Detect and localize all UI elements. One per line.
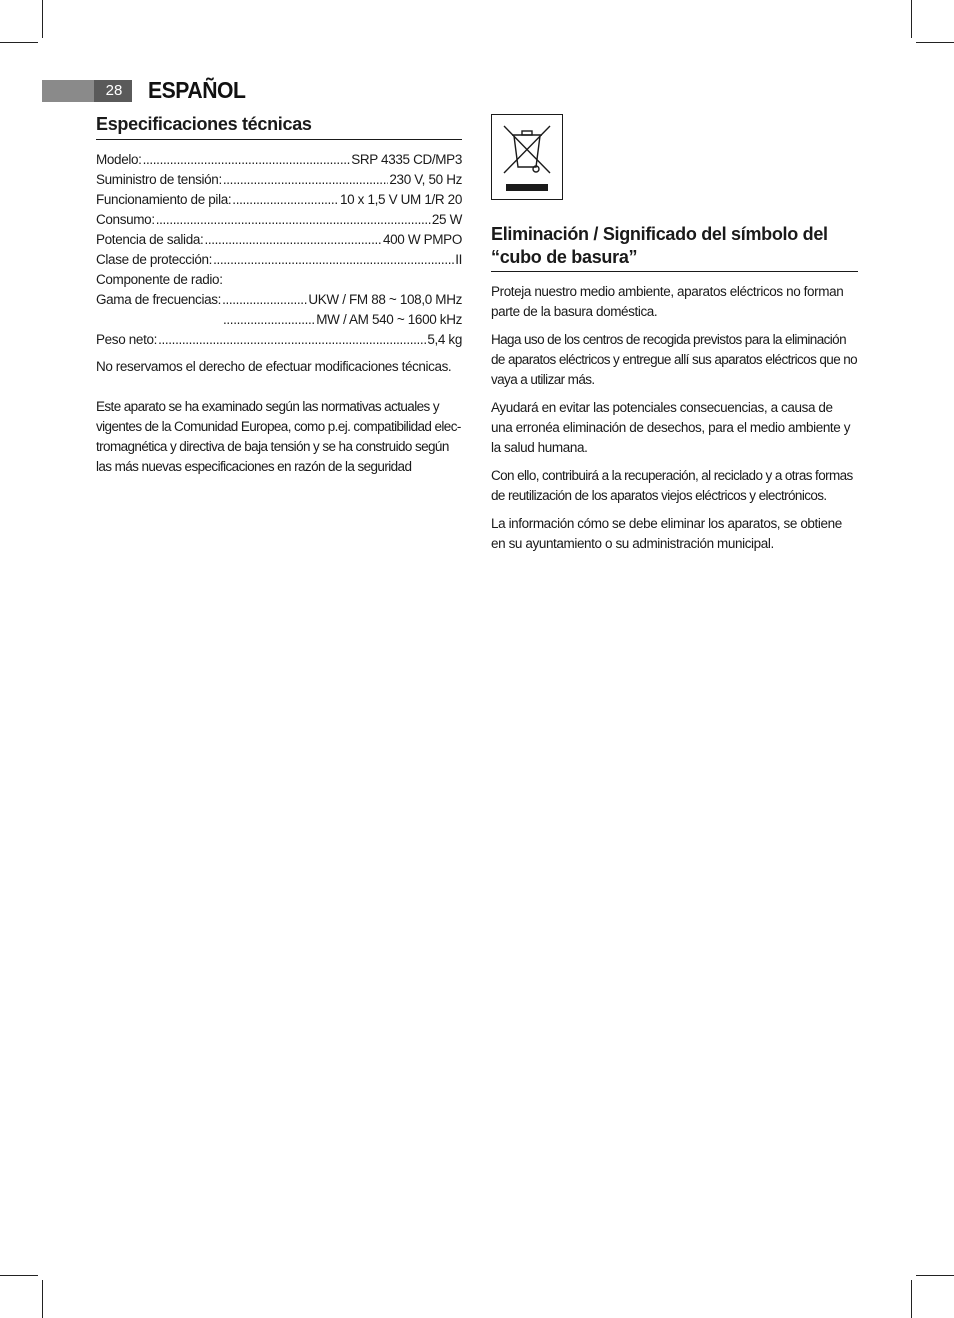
crop-mark bbox=[42, 0, 43, 38]
crop-mark bbox=[0, 1275, 38, 1276]
spec-label: Modelo: bbox=[96, 152, 142, 167]
crop-mark bbox=[911, 1280, 912, 1318]
spec-label: Funcionamiento de pila: bbox=[96, 192, 232, 207]
disposal-heading bbox=[491, 223, 858, 272]
disposal-paragraph bbox=[491, 330, 858, 390]
spec-value: SRP 4335 CD/MP3 bbox=[351, 152, 462, 167]
disposal-paragraph bbox=[491, 514, 858, 554]
disposal-paragraph bbox=[491, 282, 858, 322]
text-line: en su ayuntamiento o su administración municipal. bbox=[491, 536, 774, 551]
spec-label: Potencia de salida: bbox=[96, 232, 204, 247]
spec-label: Peso neto: bbox=[96, 332, 158, 347]
spec-row bbox=[96, 210, 462, 230]
spec-row bbox=[96, 150, 462, 170]
text-line: Proteja nuestro medio ambiente, aparatos eléctricos no forman bbox=[491, 284, 844, 299]
specifications-column bbox=[96, 112, 462, 477]
spec-row bbox=[96, 270, 462, 290]
crop-mark bbox=[916, 1275, 954, 1276]
spec-row bbox=[96, 330, 462, 350]
spec-row bbox=[96, 290, 462, 310]
spec-label: Gama de frecuencias: bbox=[96, 292, 222, 307]
text-line: tromagnética y directiva de baja tensión y se ha construido según bbox=[96, 439, 449, 454]
spec-value: 400 W PMPO bbox=[382, 232, 462, 247]
modification-note: No reservamos el derecho de efectuar modificaciones técnicas. bbox=[96, 359, 452, 374]
crop-mark bbox=[42, 1280, 43, 1318]
text-line: Con ello, contribuirá a la recuperación, al reciclado y a otras formas bbox=[491, 468, 853, 483]
crop-mark bbox=[911, 0, 912, 38]
spec-label: Componente de radio: bbox=[96, 272, 223, 287]
text-line: las más nuevas especificaciones en razón de la seguridad bbox=[96, 459, 412, 474]
spec-value: MW / AM 540 ~ 1600 kHz bbox=[316, 312, 462, 327]
disposal-paragraph bbox=[491, 466, 858, 506]
text-line: vaya a utilizar más. bbox=[491, 372, 595, 387]
text-line: de reutilización de los aparatos viejos eléctricos y electrónicos. bbox=[491, 488, 827, 503]
spec-value: II bbox=[455, 252, 462, 267]
text-line: vigentes de la Comunidad Europea, como p.ej. compatibilidad elec- bbox=[96, 419, 461, 434]
text-line: Haga uso de los centros de recogida previstos para la eliminación bbox=[491, 332, 846, 347]
page-number: 28 bbox=[105, 82, 123, 99]
spec-row bbox=[96, 310, 462, 330]
spec-label: Suministro de tensión: bbox=[96, 172, 222, 187]
text-line: Este aparato se ha examinado según las normativas actuales y bbox=[96, 399, 439, 414]
spec-row bbox=[96, 170, 462, 190]
spec-value: 5,4 kg bbox=[427, 332, 462, 347]
spec-label: Clase de protección: bbox=[96, 252, 213, 267]
text-line: una erronéa eliminación de desechos, para el medio ambiente y bbox=[491, 420, 851, 435]
text-line: Ayudará en evitar las potenciales consecuencias, a causa de bbox=[491, 400, 833, 415]
disposal-heading-line: Eliminación / Significado del símbolo del bbox=[491, 224, 828, 244]
text-line: La información cómo se debe eliminar los aparatos, se obtiene bbox=[491, 516, 842, 531]
text-line: de aparatos eléctricos y entregue allí sus aparatos eléctricos que no bbox=[491, 352, 858, 367]
specifications-heading: Especificaciones técnicas bbox=[96, 112, 462, 140]
disposal-heading-line: “cubo de basura” bbox=[491, 247, 638, 267]
specifications-list bbox=[96, 150, 462, 350]
crop-mark bbox=[916, 42, 954, 43]
disposal-paragraph bbox=[491, 398, 858, 458]
spec-label: Consumo: bbox=[96, 212, 155, 227]
spec-row bbox=[96, 190, 462, 210]
disposal-column bbox=[491, 112, 858, 554]
text-line: la salud humana. bbox=[491, 440, 588, 455]
crop-mark bbox=[0, 42, 38, 43]
text-line: parte de la basura doméstica. bbox=[491, 304, 658, 319]
spec-row bbox=[96, 250, 462, 270]
conformity-paragraph bbox=[96, 397, 462, 477]
spec-value: 25 W bbox=[431, 212, 462, 227]
spec-value: 230 V, 50 Hz bbox=[389, 172, 462, 187]
weee-symbol-frame bbox=[491, 114, 563, 200]
spec-value: 10 x 1,5 V UM 1/R 20 bbox=[339, 192, 462, 207]
spec-row bbox=[96, 230, 462, 250]
spec-value: UKW / FM 88 ~ 108,0 MHz bbox=[308, 292, 462, 307]
crossed-out-wheelie-bin-icon bbox=[501, 121, 553, 193]
language-title: ESPAÑOL bbox=[148, 77, 246, 103]
